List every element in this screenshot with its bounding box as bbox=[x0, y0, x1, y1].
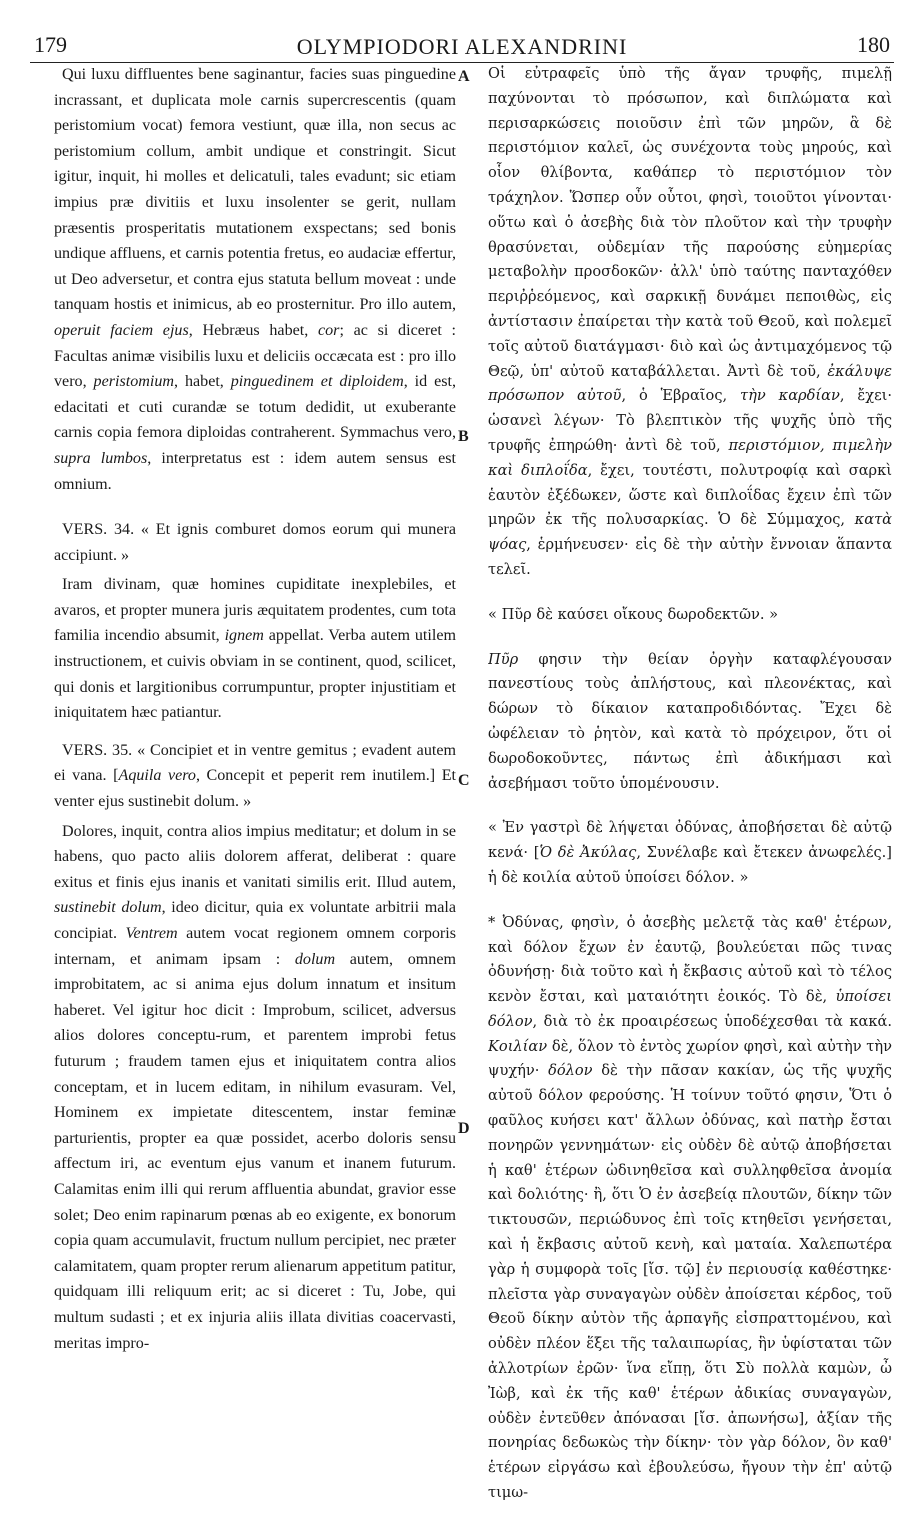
latin-paragraph-1: Qui luxu diffluentes bene saginantur, facies suas pinguedine incrassant, et duplicata mole carnis supercrescentis (quam peristomium vocat) femora vestiunt, quæ illa, non secus ac peristomium collum, ambit undique et constringit. Sicut igitur, inquit, hi molles et delicatuli, tales evadunt; sic etiam impius præ divitiis et luxu insolenter se gerit, nullam præsentis prosperitatis mutationem exspectans; sed bonis undique affluens, et carnis potentia fretus, eo audaciæ effertur, ut Deo adversetur, et contra ejus statuta bellum moveat : unde tanquam hostis et inimicus, ab eo prosternitur. Pro illo autem, operuit faciem ejus, Hebræus habet, cor; ac si diceret : Facultas animæ visibilis luxu et deliciis occæcata est : pro illo vero, peristomium, habet, pinguedinem et diploidem, id est, edacitati et cuti curandæ se totum dedidit, ut exuberante carnis copia femora diploidas contraherent. Symmachus vero, supra lumbos, interpretatus est : idem autem sensus est omnium. bbox=[54, 66, 456, 493]
margin-marker-d: D bbox=[458, 1120, 470, 1137]
greek-verse-34: « Πῦρ δὲ καύσει οἴκους δωροδεκτῶν. » bbox=[488, 605, 779, 623]
greek-verse-35: « Ἐν γαστρὶ δὲ λήψεται ὀδύνας, ἀποβήσεται δὲ αὐτῷ κενά· [Ὁ δὲ Ἀκύλας, Συνέλαβε καὶ ἔτεκεν ἀνωφελές.] ἡ δὲ κοιλία αὐτοῦ ὑποίσει δόλον. » bbox=[488, 819, 892, 886]
margin-marker-c: C bbox=[458, 772, 470, 789]
latin-verse-35: VERS. 35. « Concipiet et in ventre gemitus ; evadent autem ei vana. [Aquila vero, Concepit et peperit rem inutilem.] Et venter ejus sustinebit dolum. » bbox=[54, 741, 456, 811]
latin-paragraph-2: Iram divinam, quæ homines cupiditate inexplebiles, et avaros, et propter munera juris æquitatem prodentes, cum tota familia incendio absumit, ignem appellat. Verba autem utilem instructionem, et cuivis obviam in se continent, quod, scilicet, qui donis et largitionibus corrumpuntur, propter injustitiam et iniquitatem hæc patiantur. bbox=[54, 576, 456, 722]
greek-column bbox=[488, 62, 892, 1537]
greek-paragraph-1: Οἱ εὐτραφεῖς ὑπὸ τῆς ἄγαν τρυφῆς, πιμελῇ παχύνονται τὸ πρόσωπον, καὶ διπλώματα καὶ περισαρκώσεις ποιοῦσιν ἐπὶ τῶν μηρῶν, ἃ δὲ περιστόμιον καλεῖ, ὡς συνέχοντα τοὺς μηρούς, καὶ οἷον θλίβοντα, καθάπερ τὸ περιστόμιον τὸν τράχηλον. Ὥσπερ οὖν οὗτοι, φησὶ, τοιοῦτοι γίνονται· οὕτω καὶ ὁ ἀσεβὴς διὰ τὸν πλοῦτον καὶ τὴν τρυφὴν θρασύνεται, οὐδεμίαν τῆς παρούσης εὐημερίας μεταβολὴν προσδοκῶν· ἀλλ' ὑπὸ ταύτης πανταχόθεν περιῤῥεόμενος, καὶ σαρκικῇ δυνάμει πεποιθὼς, εἰς ἀντίστασιν ἐπαίρεται τὴν κατὰ τοῦ Θεοῦ, καὶ πολεμεῖ τοῖς αὐτοῦ διατάγμασι· διὸ καὶ ὡς ἀντιμαχόμενος τῷ Θεῷ, ὑπ' αὐτοῦ καταβάλλεται. Ἀντὶ δὲ τοῦ, ἐκάλυψε πρόσωπον αὐτοῦ, ὁ Ἑβραῖος, τὴν καρδίαν, ἔχει· ὡσανεὶ λέγων· Τὸ βλεπτικὸν τῆς ψυχῆς ὑπὸ τῆς τρυφῆς ἐπηρώθη· ἀντὶ δὲ τοῦ, περιστόμιον, πιμελὴν καὶ διπλοΐδα, ἔχει, τουτέστι, πολυτροφίᾳ καὶ σαρκὶ ἑαυτὸν ἐξέδωκεν, ὥστε καὶ διπλοΐδας ἔχειν ἐπὶ τῶν μηρῶν ἐκ τῆς πολυσαρκίας. Ὁ δὲ Σύμμαχος, κατὰ ψόας, ἑρμήνευσεν· εἰς δὲ τὴν αὐτὴν ἔννοιαν ἅπαντα τελεῖ. bbox=[488, 65, 892, 578]
latin-column bbox=[54, 62, 456, 1537]
page-number-left: 179 bbox=[34, 32, 67, 57]
greek-paragraph-2: Πῦρ φησιν τὴν θείαν ὀργὴν καταφλέγουσαν πανεστίους τοὺς ἀπλήστους, καὶ πλεονέκτας, καὶ δώρων τὸ δίκαιον καταπροδιδόντας. Ἔχει δὲ ὠφέλειαν τὸ ῥητὸν, καὶ κατὰ τὸ πρόχειρον, ὅτι οἱ δωροδοκοῦντες, πάντως ἐπὶ ἀδικήμασι καὶ ἀσεβήμασι τοῦτο ὑπομένουσιν. bbox=[488, 650, 892, 792]
latin-paragraph-3: Dolores, inquit, contra alios impius meditatur; et dolum in se habens, quo pacto aliis dolorem afferat, deliberat : quare exitus et finis ejus inanis et vanitati similis erit. Illud autem, sustinebit dolum, ideo dicitur, quia ex voluntate arbitrii mala concipiat. Ventrem autem vocat regionem omnem corporis internam, et animam ipsam : dolum autem, omnem improbitatem, ac si anima ejus dolum innatum et insitum haberet. Vel igitur hoc dicit : Improbum, scilicet, adversus alios dolores conceptu-rum, et parentem improbi fetus futurum ; fraudem tamen ejus et iniquitatem contra alios conceptam, et in lucem editam, in nihilum evasuram. Vel, Hominem ex impietate ditescentem, instar feminæ parturientis, propter ea quæ possidet, acerbo doloris sensu affectum iri, ac eventum ejus vanum et inanem futurum. Calamitas enim illi qui rerum affluentia abundat, gravior esse solet; Deo enim rapinarum pœnas ab eo exigente, ex bonorum copia quam accumulavit, fructum nullum percipiet, nec præter calamitatem, quam propter rerum alienarum appetitum patitur, quidquam illi reliquum erit; ac si diceret : Tu, Jobe, qui multum sudasti ; et ex injuria aliis illata divitias coacervasti, meritas impro- bbox=[54, 822, 456, 1352]
page-title: OLYMPIODORI ALEXANDRINI bbox=[296, 34, 628, 59]
margin-marker-b: B bbox=[458, 428, 469, 445]
greek-paragraph-3: * Ὀδύνας, φησὶν, ὁ ἀσεβὴς μελετᾷ τὰς καθ' ἑτέρων, καὶ δόλον ἔχων ἐν ἑαυτῷ, βουλεύεται πῶς τινας ὀδυνήσῃ· διὰ τοῦτο καὶ ἡ ἔκβασις αὐτοῦ καὶ τὸ τέλος κενὸν ἔσται, καὶ ματαιότητι ἐοικός. Τὸ δὲ, ὑποίσει δόλον, διὰ τὸ ἐκ προαιρέσεως ὑποδέχεσθαι τὰ κακά. Κοιλίαν δὲ, ὅλον τὸ ἐντὸς χωρίον φησὶ, καὶ αὐτὴν τὴν ψυχήν· δόλον δὲ τὴν πᾶσαν κακίαν, ὡς τῆς ψυχῆς αὐτοῦ δόλον φερούσης. Ἡ τοίνυν τοῦτό φησιν, Ὅτι ὁ φαῦλος κυήσει κατ' ἄλλων ὀδύνας, καὶ πατὴρ ἔσται πονηρῶν γεννημάτων· εἰς οὐδὲν δὲ αὐτῷ ἀποβήσεται ἡ καθ' ἑτέρων ὠδινηθεῖσα καὶ συλληφθεῖσα ἀνομία καὶ δολιότης· ἢ, ὅτι Ὁ ἐν ἀσεβείᾳ πλουτῶν, δίκην τῶν τικτουσῶν, περιώδυνος ἐπὶ τοῖς κτηθεῖσι γενήσεται, καὶ ἡ ἔκβασις αὐτοῦ κενὴ, καὶ ματαία. Χαλεπωτέρα γὰρ ἡ συμφορὰ τοῖς [ἴσ. τῷ] ἐν περιουσίᾳ καθέστηκε· πλεῖστα γὰρ συναγαγὼν οὐδὲν ἀποίσεται κέρδος, τοῦ Θεοῦ δίκην αὐτὸν τῆς ἁρπαγῆς εἰσπραττομένου, καὶ οὐδὲν πλέον ἕξει τῆς ταλαιπωρίας, ἣν ὑφίσταται τῶν ἀλλοτρίων ἐρῶν· ἵνα εἴπῃ, ὅτι Σὺ πολλὰ καμὼν, ὦ Ἰὼβ, καὶ ἐκ τῆς καθ' ἑτέρων ἀδικίας συναγαγὼν, οὐδὲν ἐντεῦθεν ἀπόνασαι [ἴσ. ἀπωνήσω], ἀξίαν τῆς πονηρίας δεδωκὼς τὴν δίκην· τὸν γὰρ δόλον, ὃν καθ' ἑτέρων εἰργάσω καὶ ἐβουλεύσω, ἤγουν τὴν ἐπ' αὐτῷ τιμω- bbox=[488, 913, 892, 1502]
latin-verse-34: VERS. 34. « Et ignis comburet domos eorum qui munera accipiunt. » bbox=[54, 521, 456, 564]
page-number-right: 180 bbox=[857, 32, 890, 57]
running-header bbox=[30, 32, 894, 63]
margin-marker-a: A bbox=[458, 68, 470, 85]
